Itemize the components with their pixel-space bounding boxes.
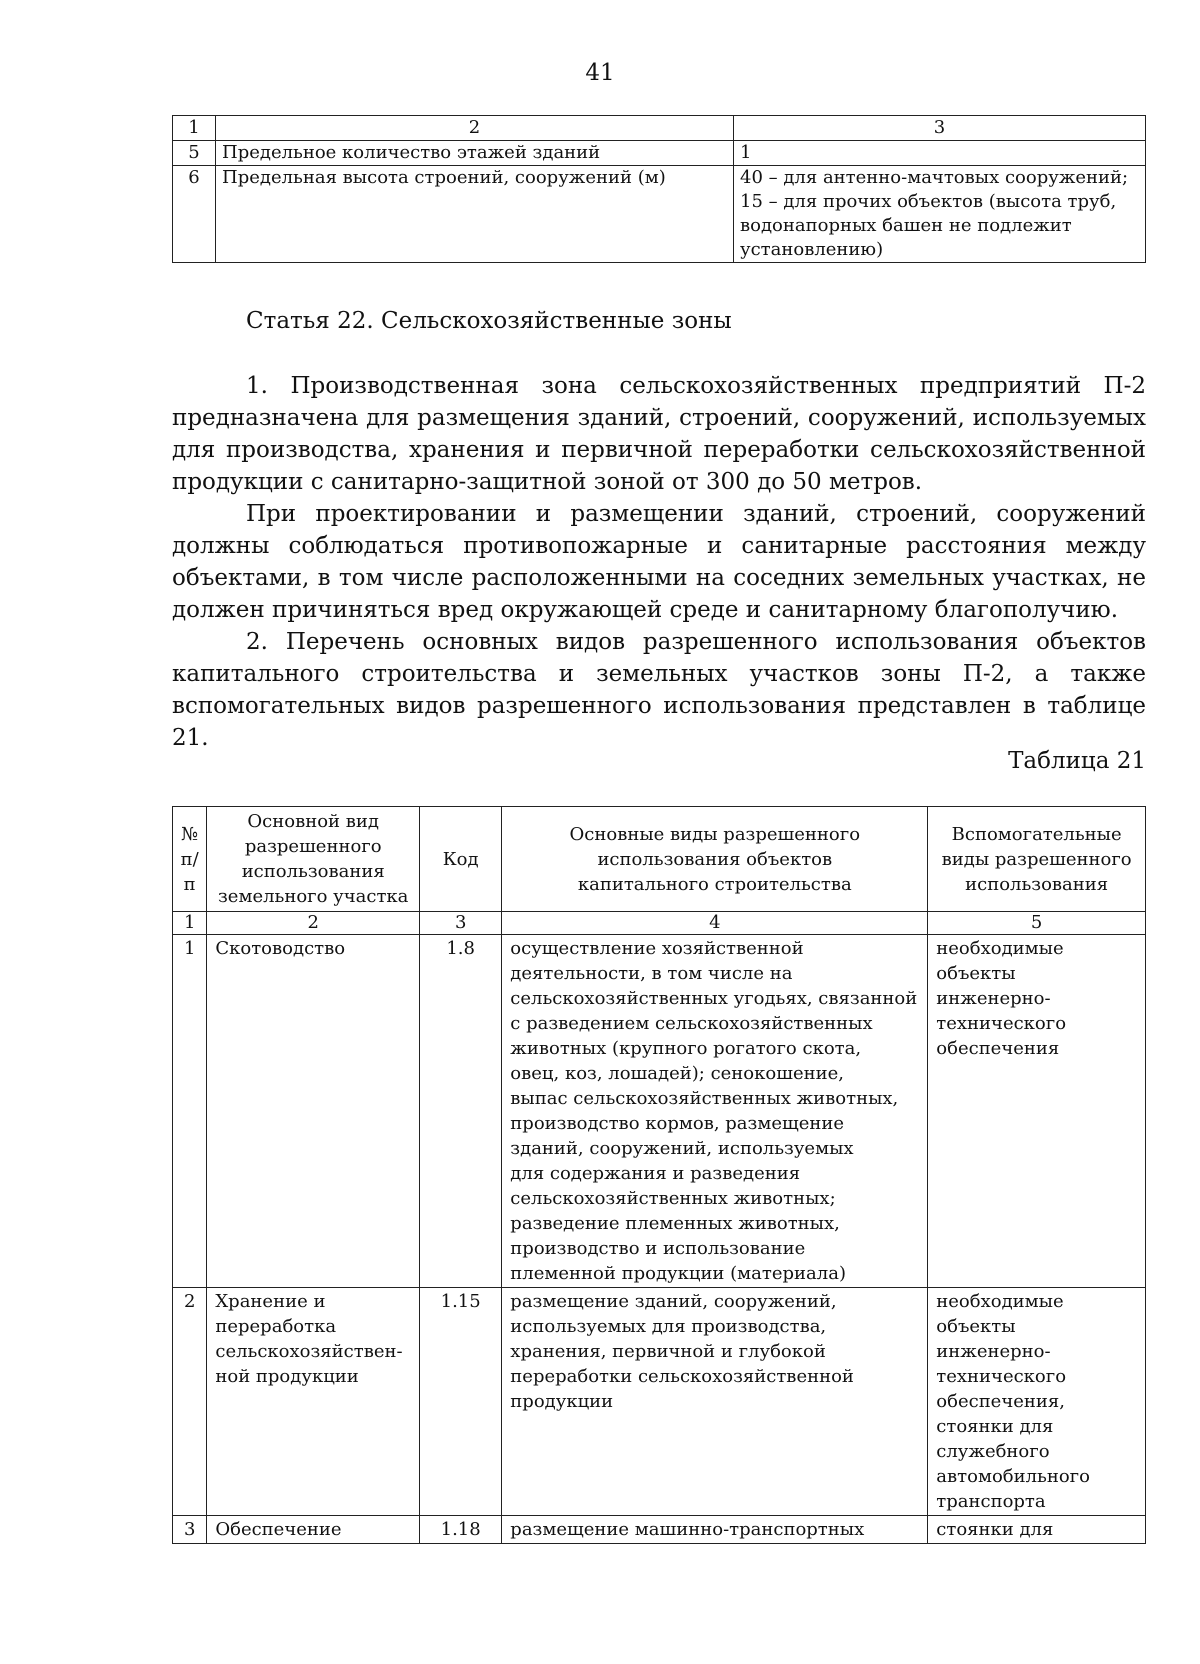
cell-line: производство и использование [510, 1238, 806, 1259]
cell-line: служебного [936, 1441, 1050, 1462]
cell-line: объекты [936, 1316, 1016, 1337]
parameter-name: Предельная высота строений, сооружений (м) [216, 166, 734, 263]
cell-line: Хранение и [215, 1291, 326, 1312]
cell-line: Обеспечение [215, 1519, 342, 1540]
land-use-table [172, 806, 1146, 1544]
auxiliary-use [928, 935, 1146, 1288]
value-line: 40 – для антенно-мачтовых сооружений; [740, 167, 1129, 188]
cell-line: осуществление хозяйственной [510, 938, 804, 959]
cell-line: Скотоводство [215, 938, 346, 959]
header-num [173, 807, 207, 912]
cell-line: инженерно- [936, 988, 1051, 1009]
paragraph: При проектировании и размещении зданий, строений, сооружений должны соблюдаться противопожарные и санитарные расстояния между объектами, в том числе расположенными на соседних земельных участках, не должен причиняться вред окружающей среде и санитарному благополучию. [172, 501, 1146, 623]
table-row [173, 141, 1146, 166]
cell-line: овец, коз, лошадей); сенокошение, [510, 1063, 844, 1084]
capital-use-description [502, 1288, 928, 1516]
primary-use [207, 1516, 420, 1544]
header-cell: 1 [173, 116, 216, 141]
row-number: 3 [173, 1516, 207, 1544]
header-cell: 3 [734, 116, 1146, 141]
header-line: использования [965, 873, 1109, 895]
value-line: установлению) [740, 239, 884, 260]
cell-line: зданий, сооружений, используемых [510, 1138, 854, 1159]
cell-line: транспорта [936, 1491, 1046, 1512]
capital-use-description [502, 935, 928, 1288]
cell-line: переработки сельскохозяйственной [510, 1366, 854, 1387]
capital-use-description [502, 1516, 928, 1544]
header-line: Код [442, 848, 479, 870]
cell-line: сельскохозяйственных животных; [510, 1188, 836, 1209]
header-line: земельного участка [217, 886, 409, 907]
header-line: разрешенного [244, 836, 382, 857]
cell-line: размещение зданий, сооружений, [510, 1291, 837, 1312]
table-row [173, 166, 1146, 263]
column-index-row [173, 912, 1146, 935]
header-code [420, 807, 502, 912]
use-code: 1.18 [420, 1516, 502, 1544]
use-code: 1.15 [420, 1288, 502, 1516]
header-line: п/п [180, 848, 199, 895]
cell-line: стоянки для [936, 1519, 1054, 1540]
cell-line: размещение машинно-транспортных [510, 1519, 865, 1540]
table-caption: Таблица 21 [1008, 748, 1146, 774]
table-row [173, 935, 1146, 1288]
header-line: № [181, 823, 199, 845]
article-body [172, 370, 1146, 754]
cell-line: технического [936, 1366, 1067, 1387]
cell-line: инженерно- [936, 1341, 1051, 1362]
header-primary-use [207, 807, 420, 912]
parameter-value [734, 141, 1146, 166]
cell-line: продукции [510, 1391, 614, 1412]
cell-line: необходимые [936, 1291, 1064, 1312]
cell-line: обеспечения, [936, 1391, 1065, 1412]
cell-line: для содержания и разведения [510, 1163, 801, 1184]
cell-line: выпас сельскохозяйственных животных, [510, 1088, 899, 1109]
header-line: Основной вид [247, 811, 379, 832]
header-line: использования объектов [597, 848, 833, 870]
parameter-name: Предельное количество этажей зданий [216, 141, 734, 166]
header-line: использования [241, 861, 385, 882]
value-line: 15 – для прочих объектов (высота труб, [740, 191, 1117, 212]
primary-use [207, 1288, 420, 1516]
auxiliary-use [928, 1288, 1146, 1516]
cell-line: с разведением сельскохозяйственных [510, 1013, 873, 1034]
cell-line: стоянки для [936, 1416, 1054, 1437]
cell-line: переработка [215, 1316, 337, 1337]
table-header-row [173, 116, 1146, 141]
table-row [173, 1288, 1146, 1516]
use-code: 1.8 [420, 935, 502, 1288]
cell-line: обеспечения [936, 1038, 1060, 1059]
header-line: Основные виды разрешенного [569, 823, 861, 845]
cell-line: автомобильного [936, 1466, 1090, 1487]
cell-line: сельскохозяйственных угодьях, связанной [510, 988, 918, 1009]
paragraph: 2. Перечень основных видов разрешенного использования объектов капитального строительства и земельных участков зоны П-2, а также вспомогательных видов разрешенного использования представлен в таблице 21. [172, 629, 1146, 751]
row-number: 5 [173, 141, 216, 166]
index-cell: 1 [173, 912, 207, 935]
index-cell: 3 [420, 912, 502, 935]
header-line: Вспомогательные [951, 823, 1122, 845]
cell-line: объекты [936, 963, 1016, 984]
index-cell: 4 [502, 912, 928, 935]
value-line: 1 [740, 142, 752, 163]
article-heading: Статья 22. Сельскохозяйственные зоны [246, 308, 732, 334]
header-cell: 2 [216, 116, 734, 141]
primary-use [207, 935, 420, 1288]
cell-line: хранения, первичной и глубокой [510, 1341, 826, 1362]
cell-line: производство кормов, размещение [510, 1113, 845, 1134]
page-number: 41 [585, 60, 615, 86]
cell-line: необходимые [936, 938, 1064, 959]
cell-line: деятельности, в том числе на [510, 963, 793, 984]
cell-line: ной продукции [215, 1366, 359, 1387]
table-row [173, 1516, 1146, 1544]
header-auxiliary-use [928, 807, 1146, 912]
index-cell: 5 [928, 912, 1146, 935]
value-line: водонапорных башен не подлежит [740, 215, 1072, 236]
header-line: капитального строительства [577, 873, 852, 895]
row-number: 1 [173, 935, 207, 1288]
cell-line: животных (крупного рогатого скота, [510, 1038, 862, 1059]
header-line: виды разрешенного [941, 848, 1132, 870]
cell-line: племенной продукции (материала) [510, 1263, 846, 1284]
cell-line: используемых для производства, [510, 1316, 827, 1337]
parameter-value [734, 166, 1146, 263]
table-header-row [173, 807, 1146, 912]
auxiliary-use [928, 1516, 1146, 1544]
cell-line: сельскохозяйствен- [215, 1341, 403, 1362]
continuation-table [172, 115, 1146, 263]
cell-line: разведение племенных животных, [510, 1213, 840, 1234]
cell-line: технического [936, 1013, 1067, 1034]
row-number: 2 [173, 1288, 207, 1516]
index-cell: 2 [207, 912, 420, 935]
header-capital-use [502, 807, 928, 912]
paragraph: 1. Производственная зона сельскохозяйственных предприятий П-2 предназначена для размещения зданий, строений, сооружений, используемых для производства, хранения и первичной переработки сельскохозяйственной продукции с санитарно-защитной зоной от 300 до 50 метров. [172, 373, 1146, 495]
row-number: 6 [173, 166, 216, 263]
